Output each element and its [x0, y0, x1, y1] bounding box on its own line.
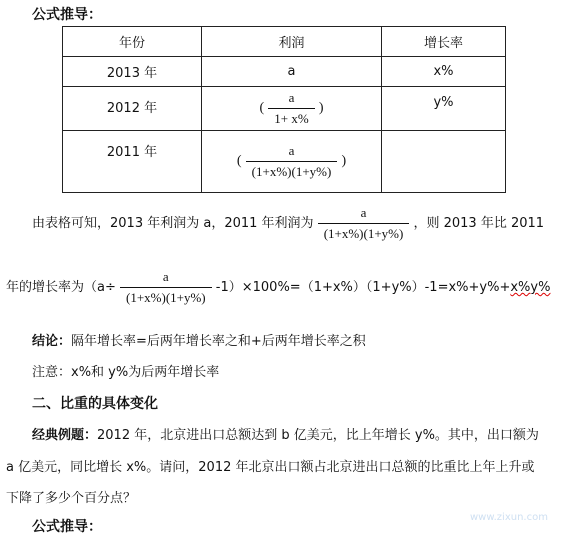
example-line-2: a 亿美元，同比增长 x%。请问，2012 年北京出口额占北京进出口总额的比重比上年上升或 [6, 460, 535, 475]
denominator: (1+x%)(1+y%) [246, 161, 338, 180]
close-paren: ) [318, 100, 324, 116]
cell-year: 2012 年 [63, 87, 202, 131]
paragraph-text: 由表格可知，2013 年利润为 a，2011 年利润为 [32, 216, 314, 231]
header-year: 年份 [63, 27, 202, 57]
denominator: (1+x%)(1+y%) [120, 287, 212, 306]
cell-year: 2013 年 [63, 57, 202, 87]
numerator: a [288, 90, 295, 105]
fraction [246, 143, 338, 180]
table-row [63, 57, 506, 87]
header-growth-rate: 增长率 [382, 27, 506, 57]
denominator: 1+ x% [268, 108, 314, 127]
paragraph-text: 年的增长率为（a÷ [6, 280, 116, 295]
conclusion-text: 隔年增长率=后两年增长率之和+后两年增长率之积 [71, 334, 366, 349]
paragraph-profit-2011 [32, 205, 544, 242]
heading-formula-derivation: 公式推导： [32, 7, 102, 23]
spellcheck-underlined-text: x%y% [510, 280, 551, 295]
watermark: www.zixun.com [470, 512, 548, 523]
cell-profit-fraction [202, 131, 382, 193]
numerator: a [162, 269, 169, 284]
paragraph-growth-formula [6, 269, 550, 306]
cell-year: 2011 年 [63, 131, 202, 193]
section-heading: 二、比重的具体变化 [32, 396, 158, 412]
denominator: (1+x%)(1+y%) [318, 223, 410, 242]
conclusion-line [32, 330, 366, 349]
table-row [63, 131, 506, 193]
profit-growth-table [62, 26, 506, 193]
example-label: 经典例题： [32, 428, 98, 443]
numerator: a [288, 143, 295, 158]
note-line: 注意：x%和 y%为后两年增长率 [32, 365, 220, 380]
table-row [63, 87, 506, 131]
example-line-1 [32, 424, 539, 443]
fraction [120, 269, 212, 306]
paragraph-text: -1）×100%=（1+x%）（1+y%）-1=x%+y%+ [215, 280, 511, 295]
heading-formula-derivation-2: 公式推导： [32, 519, 102, 535]
table-header-row [63, 27, 506, 57]
cell-rate: y% [382, 87, 506, 131]
open-paren: ( [259, 100, 265, 116]
numerator: a [360, 205, 367, 220]
cell-profit-fraction [202, 87, 382, 131]
open-paren: ( [236, 153, 242, 169]
header-profit: 利润 [202, 27, 382, 57]
close-paren: ) [341, 153, 347, 169]
paragraph-text: ，则 2013 年比 2011 [413, 216, 545, 231]
conclusion-label: 结论： [32, 334, 72, 349]
example-line-3: 下降了多少个百分点？ [6, 491, 137, 506]
cell-profit: a [202, 57, 382, 87]
cell-rate [382, 131, 506, 193]
cell-rate: x% [382, 57, 506, 87]
example-text: 2012 年，北京进出口总额达到 b 亿美元，比上年增长 y%。其中，出口额为 [97, 428, 539, 443]
fraction [318, 205, 410, 242]
fraction [268, 90, 314, 127]
